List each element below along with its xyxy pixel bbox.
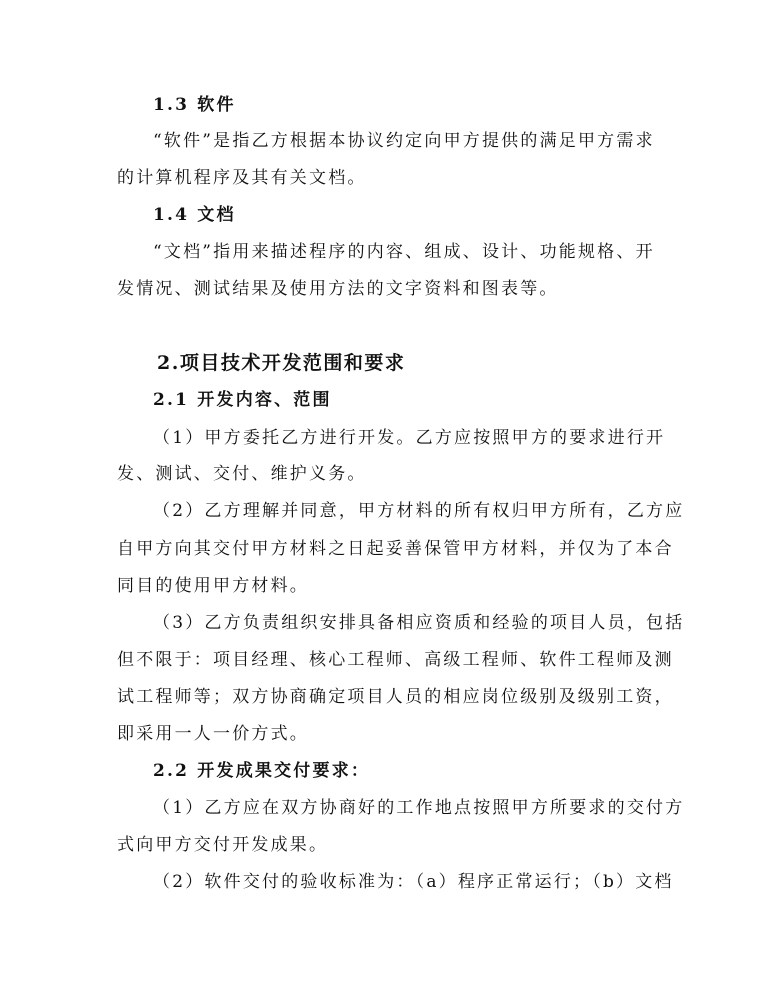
section-2-1-p3-line-3: 试工程师等；双方协商确定项目人员的相应岗位级别及级别工资，: [117, 687, 674, 707]
section-2-2-heading: 2.2 开发成果交付要求：: [153, 761, 371, 781]
section-2-2-p1-line-1: （1）乙方应在双方协商好的工作地点按照甲方所要求的交付方: [153, 798, 685, 818]
section-1-3-line-2: 的计算机程序及其有关文档。: [117, 168, 367, 188]
section-2-1-p3-line-1: （3）乙方负责组织安排具备相应资质和经验的项目人员，包括: [153, 613, 685, 633]
section-2-1-p2-line-1: （2）乙方理解并同意，甲方材料的所有权归甲方所有，乙方应: [153, 501, 685, 521]
section-2-1-p2-line-2: 自甲方向其交付甲方材料之日起妥善保管甲方材料，并仅为了本合: [117, 539, 674, 559]
section-2-2-p2-line-1: （2）软件交付的验收标准为：（a）程序正常运行；（b）文档: [153, 872, 674, 892]
section-1-3-line-1: “软件”是指乙方根据本协议约定向甲方提供的满足甲方需求: [153, 131, 655, 151]
section-2-1-heading: 2.1 开发内容、范围: [153, 390, 332, 410]
section-1-4-line-2: 发情况、测试结果及使用方法的文字资料和图表等。: [117, 279, 559, 299]
section-1-4-heading: 1.4 文档: [153, 205, 236, 225]
section-1-4-line-1: “文档”指用来描述程序的内容、组成、设计、功能规格、开: [153, 242, 655, 262]
section-1-3-heading: 1.3 软件: [153, 95, 236, 115]
section-2-1-p3-line-4: 即采用一人一价方式。: [117, 724, 309, 744]
section-2-1-p1-line-2: 发、测试、交付、维护义务。: [117, 464, 367, 484]
section-2-1-p1-line-1: （1）甲方委托乙方进行开发。乙方应按照甲方的要求进行开: [153, 428, 666, 448]
section-2-1-p3-line-2: 但不限于：项目经理、核心工程师、高级工程师、软件工程师及测: [117, 650, 674, 670]
section-2-1-p2-line-3: 同目的使用甲方材料。: [117, 576, 309, 596]
section-2-heading: 2.项目技术开发范围和要求: [157, 352, 406, 374]
section-2-2-p1-line-2: 式向甲方交付开发成果。: [117, 835, 329, 855]
